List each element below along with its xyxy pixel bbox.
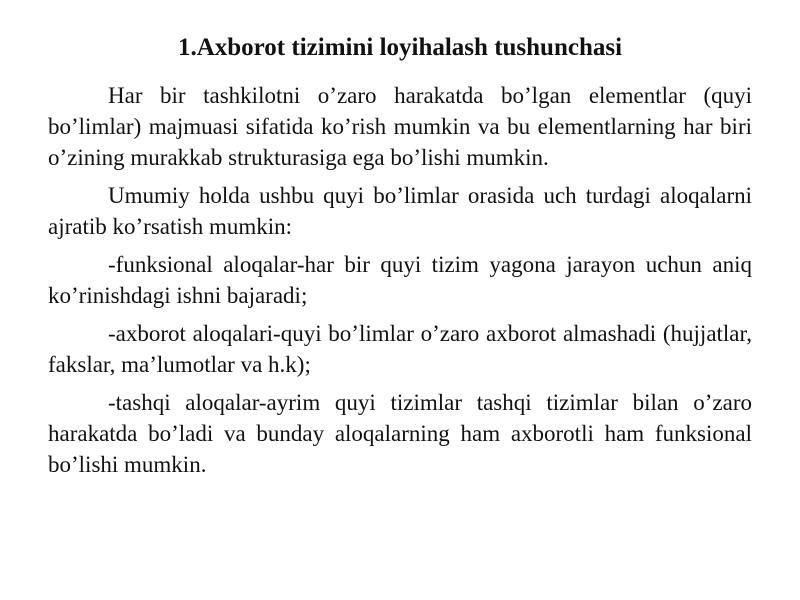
document-title: 1.Axborot tizimini loyihalash tushunchasi (177, 34, 623, 61)
paragraph-information-relations: -axborot aloqalari-quyi bo’limlar o’zaro axborot almashadi (hujjatlar, fakslar, ma’lumotlar va h.k); (48, 321, 752, 377)
paragraph-intro: Har bir tashkilotni o’zaro harakatda bo’lgan elementlar (quyi bo’limlar) majmuasi sifatida ko’rish mumkin va bu elementlarning har biri o’zining murakkab strukturasiga ega bo’lishi mumkin. (48, 83, 752, 170)
paragraph-external-relations: -tashqi aloqalar-ayrim quyi tizimlar tashqi tizimlar bilan o’zaro harakatda bo’ladi va bunday aloqalarning ham axborotli ham funksional bo’lishi mumkin. (48, 390, 752, 477)
paragraph-relation-types: Umumiy holda ushbu quyi bo’limlar orasida uch turdagi aloqalarni ajratib ko’rsatish mumkin: (48, 183, 752, 239)
document-page (48, 30, 752, 487)
paragraph-functional-relations: -funksional aloqalar-har bir quyi tizim yagona jarayon uchun aniq ko’rinishdagi ishni bajaradi; (48, 252, 752, 308)
